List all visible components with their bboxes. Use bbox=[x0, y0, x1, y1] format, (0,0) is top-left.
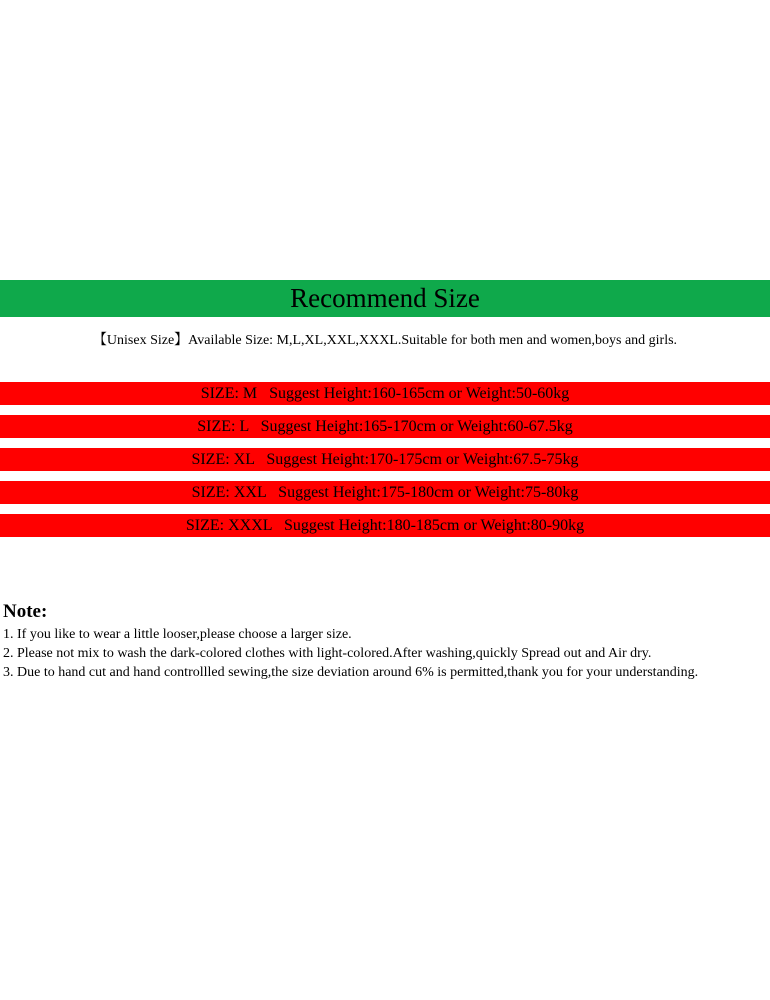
size-row-xxl: SIZE: XXL Suggest Height:175-180cm or Weight:75-80kg bbox=[0, 481, 770, 504]
size-row-xxxl: SIZE: XXXL Suggest Height:180-185cm or Weight:80-90kg bbox=[0, 514, 770, 537]
note-item-2: 2. Please not mix to wash the dark-colored clothes with light-colored.After washing,quickly Spread out and Air dry. bbox=[3, 646, 652, 661]
note-item-1: 1. If you like to wear a little looser,please choose a larger size. bbox=[3, 627, 352, 642]
title-band bbox=[0, 280, 770, 317]
intro-text: 【Unisex Size】Available Size: M,L,XL,XXL,XXXL.Suitable for both men and women,boys and girls. bbox=[92, 333, 678, 348]
size-row-m: SIZE: M Suggest Height:160-165cm or Weight:50-60kg bbox=[0, 382, 770, 405]
size-row-l: SIZE: L Suggest Height:165-170cm or Weight:60-67.5kg bbox=[0, 415, 770, 438]
size-list bbox=[0, 382, 770, 547]
size-row-xl: SIZE: XL Suggest Height:170-175cm or Weight:67.5-75kg bbox=[0, 448, 770, 471]
note-item-3: 3. Due to hand cut and hand controllled sewing,the size deviation around 6% is permitted,thank you for your understanding. bbox=[3, 665, 699, 680]
note-heading: Note: bbox=[3, 601, 48, 622]
note-section bbox=[3, 601, 767, 682]
page-title: Recommend Size bbox=[290, 283, 480, 313]
